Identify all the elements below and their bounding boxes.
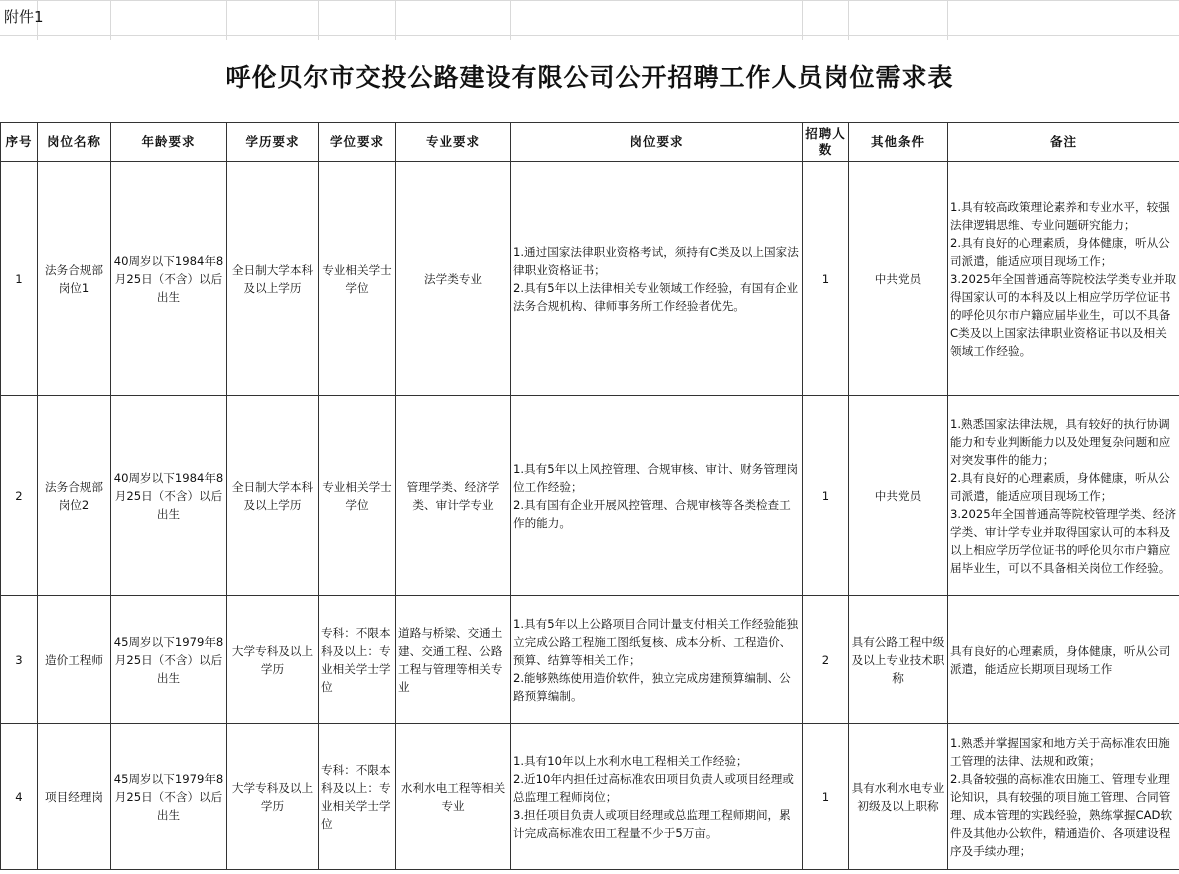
cell-seq: 1: [1, 162, 38, 396]
cell-other: 具有公路工程中级及以上专业技术职称: [849, 596, 948, 724]
cell-count: 2: [803, 596, 849, 724]
grid-line: [802, 0, 803, 40]
grid-line: [947, 0, 948, 40]
cell-seq: 3: [1, 596, 38, 724]
table-row: [1, 596, 1179, 724]
cell-education: 全日制大学本科及以上学历: [227, 162, 319, 396]
position-requirements-table: [0, 122, 1179, 870]
cell-notes: 1.熟悉并掌握国家和地方关于高标准农田施工管理的法律、法规和政策； 2.具备较强的高标准农田施工、管理专业理论知识，具有较强的项目施工管理、合同管理、成本管理的实践经验，熟练掌握CAD软件及其他办公软件，精通造价、各项建设程序及手续办理；: [948, 724, 1179, 870]
cell-seq: 2: [1, 396, 38, 596]
cell-degree: 专科：不限本科及以上：专业相关学士学位: [319, 724, 396, 870]
header-seq: 序号: [1, 123, 38, 162]
cell-position: 造价工程师: [38, 596, 111, 724]
cell-degree: 专业相关学士学位: [319, 162, 396, 396]
table-row: [1, 724, 1179, 870]
cell-major: 道路与桥梁、交通土建、交通工程、公路工程与管理等相关专业: [396, 596, 511, 724]
cell-position: 法务合规部岗位2: [38, 396, 111, 596]
cell-other: 中共党员: [849, 162, 948, 396]
cell-requirements: 1.具有5年以上公路项目合同计量支付相关工作经验能独立完成公路工程施工图纸复核、成本分析、工程造价、预算、结算等相关工作； 2.能够熟练使用造价软件，独立完成房建预算编制、公路预算编制。: [511, 596, 803, 724]
header-notes: 备注: [948, 123, 1179, 162]
header-position: 岗位名称: [38, 123, 111, 162]
header-major: 专业要求: [396, 123, 511, 162]
cell-notes: 具有良好的心理素质，身体健康，听从公司派遣，能适应长期项目现场工作: [948, 596, 1179, 724]
cell-seq: 4: [1, 724, 38, 870]
cell-requirements: 1.具有5年以上风控管理、合规审核、审计、财务管理岗位工作经验； 2.具有国有企业开展风控管理、合规审核等各类检查工作的能力。: [511, 396, 803, 596]
cell-degree: 专科：不限本科及以上：专业相关学士学位: [319, 596, 396, 724]
cell-major: 法学类专业: [396, 162, 511, 396]
header-requirements: 岗位要求: [511, 123, 803, 162]
cell-requirements: 1.具有10年以上水利水电工程相关工作经验； 2.近10年内担任过高标准农田项目负责人或项目经理或总监理工程师岗位； 3.担任项目负责人或项目经理或总监理工程师期间，累计完成高标准农田工程量不少于5万亩。: [511, 724, 803, 870]
grid-line: [510, 0, 511, 40]
cell-education: 大学专科及以上学历: [227, 596, 319, 724]
cell-notes: 1.熟悉国家法律法规，具有较好的执行协调能力和专业判断能力以及处理复杂问题和应对突发事件的能力； 2.具有良好的心理素质，身体健康，听从公司派遣，能适应项目现场工作； 3.2025年全国普通高等院校管理学类、经济学类、审计学专业并取得国家认可的本科及以上相应学历学位证书的呼伦贝尔市户籍应届毕业生，可以不具备相关岗位工作经验。: [948, 396, 1179, 596]
header-age: 年龄要求: [111, 123, 227, 162]
header-education: 学历要求: [227, 123, 319, 162]
grid-line: [226, 0, 227, 40]
cell-other: 中共党员: [849, 396, 948, 596]
table-row: [1, 396, 1179, 596]
cell-age: 40周岁以下1984年8月25日（不含）以后出生: [111, 396, 227, 596]
grid-line: [0, 0, 1179, 1]
cell-position: 法务合规部岗位1: [38, 162, 111, 396]
cell-major: 管理学类、经济学类、审计学专业: [396, 396, 511, 596]
cell-age: 40周岁以下1984年8月25日（不含）以后出生: [111, 162, 227, 396]
grid-line: [848, 0, 849, 40]
table-row: [1, 162, 1179, 396]
cell-age: 45周岁以下1979年8月25日（不含）以后出生: [111, 724, 227, 870]
cell-education: 全日制大学本科及以上学历: [227, 396, 319, 596]
header-other: 其他条件: [849, 123, 948, 162]
cell-age: 45周岁以下1979年8月25日（不含）以后出生: [111, 596, 227, 724]
header-degree: 学位要求: [319, 123, 396, 162]
cell-count: 1: [803, 396, 849, 596]
cell-requirements: 1.通过国家法律职业资格考试，须持有C类及以上国家法律职业资格证书； 2.具有5年以上法律相关专业领域工作经验，有国有企业法务合规机构、律师事务所工作经验者优先。: [511, 162, 803, 396]
grid-line: [318, 0, 319, 40]
grid-line: [0, 35, 1179, 36]
cell-other: 具有水利水电专业初级及以上职称: [849, 724, 948, 870]
grid-line: [395, 0, 396, 40]
cell-notes: 1.具有较高政策理论素养和专业水平，较强法律逻辑思维、专业问题研究能力； 2.具有良好的心理素质，身体健康，听从公司派遣，能适应项目现场工作； 3.2025年全国普通高等院校法学类专业并取得国家认可的本科及以上相应学历学位证书的呼伦贝尔市户籍应届毕业生，可以不具备C类及以上国家法律职业资格证书以及相关领域工作经验。: [948, 162, 1179, 396]
cell-count: 1: [803, 162, 849, 396]
cell-count: 1: [803, 724, 849, 870]
cell-position: 项目经理岗: [38, 724, 111, 870]
cell-education: 大学专科及以上学历: [227, 724, 319, 870]
cell-degree: 专业相关学士学位: [319, 396, 396, 596]
grid-line: [110, 0, 111, 40]
header-count: 招聘人数: [803, 123, 849, 162]
cell-major: 水利水电工程等相关专业: [396, 724, 511, 870]
header-row: [1, 123, 1179, 162]
page-title: 呼伦贝尔市交投公路建设有限公司公开招聘工作人员岗位需求表: [225, 63, 954, 92]
attachment-label: 附件1: [4, 8, 44, 26]
